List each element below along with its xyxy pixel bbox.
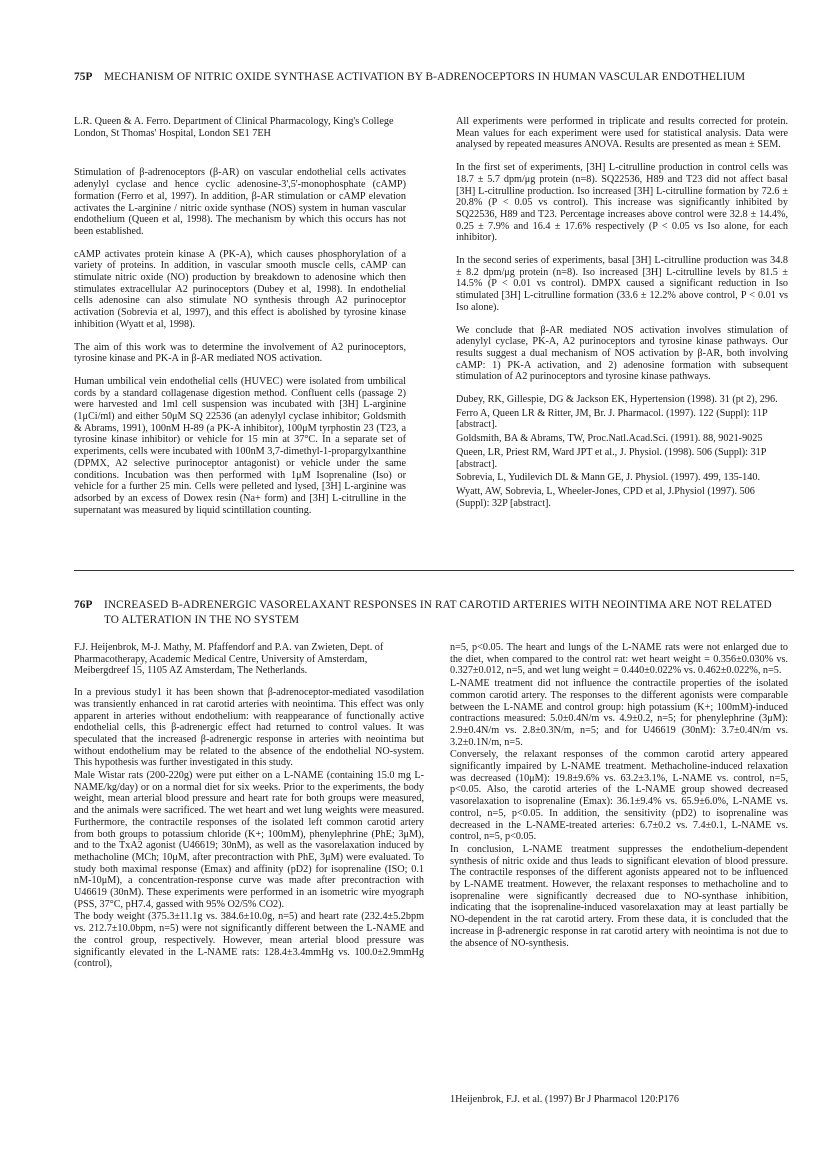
paragraph: In a previous study1 it has been shown that β-adrenoceptor-mediated vasodilation was transiently enhanced in rat carotid arteries with neointima. This effect was only apparent in arteries without endothelium: with reappearance of functionally active endothelial cells, this β-adrenergic effect had returned to control values. It was speculated that the increased β-adrenergic response in arteries with neointima but without endothelium may be related to the absence of the endothelial NO-system. This hypothesis was further investigated in this study. — [74, 687, 424, 769]
reference: Dubey, RK, Gillespie, DG & Jackson EK, Hypertension (1998). 31 (pt 2), 296. — [456, 394, 778, 406]
authors: F.J. Heijenbrok, M-J. Mathy, M. Pfaffendorf and P.A. van Zwieten, Dept. of Pharmacotherapy, Academic Medical Centre, University of Amsterdam, Meibergdreef 15, 1105 AZ Amsterdam, The Netherlands. — [74, 642, 384, 677]
left-column — [74, 116, 406, 516]
right-column — [456, 116, 788, 511]
paragraph: L-NAME treatment did not influence the contractile properties of the isolated common carotid artery. The responses to the different agonists were comparable between the L-NAME and control group: high potassium (K+; 100mM)-induced contractions measured: 5.0±0.4N/m vs. 4.9±0.2, n=5; for phenylephrine (3μM): 2.9±0.4N/m vs. 2.8±0.3N/m, n=5; and for U46619 (30nM): 3.7±0.4N/m vs. 3.2±0.1N/m, n=5. — [450, 678, 788, 748]
section-divider — [74, 570, 794, 571]
left-column — [74, 642, 424, 970]
paragraph: The aim of this work was to determine the involvement of A2 purinoceptors, tyrosine kinase and PK-A in β-AR mediated NOS activation. — [74, 341, 406, 365]
reference: Goldsmith, BA & Abrams, TW, Proc.Natl.Acad.Sci. (1991). 88, 9021-9025 — [456, 433, 763, 445]
paragraph: In the second series of experiments, basal [3H] L-citrulline production was 34.8 ± 8.2 dpm/μg protein (n=8). Iso increased [3H] L-citrulline levels by 81.5 ± 14.5% (P < 0.01 vs control). DMPX caused a significant reduction in Iso stimulated [3H] L-citrulline formation (33.6 ± 12.2% above control, P < 0.01 vs Iso alone). — [456, 255, 788, 313]
abstract-title: MECHANISM OF NITRIC OXIDE SYNTHASE ACTIVATION BY Β-ADRENOCEPTORS IN HUMAN VASCULAR ENDOTHELIUM — [104, 71, 746, 83]
paragraph: n=5, p<0.05. The heart and lungs of the L-NAME rats were not enlarged due to the diet, when compared to the control rat: wet heart weight = 0.356±0.030% vs. 0.327±0.012, n=5, and wet lung weight = 0.440±0.022% vs. 0.462±0.022%, n=5. — [450, 642, 788, 677]
footnote: 1Heijenbrok, F.J. et al. (1997) Br J Pharmacol 120:P176 — [450, 1094, 679, 1105]
paragraph: The body weight (375.3±11.1g vs. 384.6±10.0g, n=5) and heart rate (232.4±5.2bpm vs. 212.7±10.0bpm, n=5) were not significantly different between the L-NAME and the control group, respectively. However, mean arterial blood pressure was significantly elevated in the L-NAME rats: 128.4±3.4mmHg vs. 100.0±2.9mmHg (control), — [74, 911, 424, 970]
reference: Queen, LR, Priest RM, Ward JPT et al., J. Physiol. (1998). 506 (Suppl): 31P [abstract]. — [456, 446, 766, 470]
paragraph: All experiments were performed in triplicate and results corrected for protein. Mean values for each experiment were used for statistical analysis. Data were analysed by repeated measures ANOVA. Results are presented as mean ± SEM. — [456, 116, 788, 151]
abstract-number: 76P — [74, 599, 93, 611]
paragraph: Conversely, the relaxant responses of the common carotid artery appeared significantly impaired by L-NAME treatment. Methacholine-induced relaxation was decreased (10μM): 19.8±9.6% vs. 63.2±3.1%, L-NAME vs. control, n=5, p<0.05. Also, the carotid arteries of the L-NAME group showed decreased vasorelaxation to isoprenaline (Emax): 36.1±9.4% vs. 65.9±6.0%, L-NAME vs. control, n=5, p<0.05. In addition, the sensitivity (pD2) to isoprenaline was decreased in the L-NAME-treated arteries: 6.7±0.2 vs. 7.4±0.1, L-NAME vs. control, n=5, p<0.05. — [450, 749, 788, 843]
reference: Ferro A, Queen LR & Ritter, JM, Br. J. Pharmacol. (1997). 122 (Suppl): 11P [abstract]. — [456, 407, 768, 431]
paragraph: cAMP activates protein kinase A (PK-A), which causes phosphorylation of a variety of proteins. In addition, in vascular smooth muscle cells, cAMP can stimulate nitric oxide (NO) production by breakdown to adenosine which then stimulates extracellular A2 purinoceptors (Dubey et al, 1998). In endothelial cells adenosine can also stimulate NO synthesis through A2 purinoceptor activation (Sobrevia et al, 1997), and this effect is abolished by tyrosine kinase inhibition (Wyatt et al, 1998). — [74, 248, 406, 330]
paragraph: Stimulation of β-adrenoceptors (β-AR) on vascular endothelial cells activates adenylyl cyclase and hence cyclic adenosine-3',5'-monophosphate (cAMP) formation (Ferro et al, 1997). In addition, β-AR stimulation or cAMP elevation activates the L-arginine / nitric oxide synthase (NOS) system in human vascular endothelium (Queen et al, 1998). The mechanism by which this occurs has not been established. — [74, 167, 406, 237]
paragraph: We conclude that β-AR mediated NOS activation involves stimulation of adenylyl cyclase, PK-A, A2 purinoceptors and tyrosine kinase pathways. Our results suggest a dual mechanism of NOS activation by β-AR, both involving cAMP: 1) PK-A activation, and 2) adenosine formation with subsequent stimulation of A2 purinoceptors and tyrosine kinase pathways. — [456, 324, 788, 383]
paragraph: In the first set of experiments, [3H] L-citrulline production in control cells was 18.7 ± 5.7 dpm/μg protein (n=8). SQ22536, H89 and T23 did not affect basal [3H] L-citrulline production. Iso increased [3H] L-citrulline formation by 72.6 ± 20.8% (P < 0.05 vs control). This increase was significantly inhibited by SQ22536, H89 and T23. Percentage increases above control were 32.8 ± 14.4%, 0.25 ± 7.9% and 16.4 ± 17.6% respectively (P < 0.05 vs Iso alone, for each inhibitor). — [456, 162, 788, 244]
paragraph: Human umbilical vein endothelial cells (HUVEC) were isolated from umbilical cords by a standard collagenase digestion method. Confluent cells (passage 2) were harvested and 1ml cell suspension was incubated with [3H] L-arginine (1μCi/ml) and either 50μM SQ 22536 (an adenylyl cyclase inhibitor; Goldsmith & Abrams, 1991), 100nM H-89 (a PK-A inhibitor), 100μM tyrphostin 23 (T23, a tyrosine kinase inhibitor) or vehicle for 15 min at 37°C. In a separate set of experiments, cells were incubated with 100nM 3,7-dimethyl-1-propargylxanthine (DPMX, A2 selective purinoceptor antagonist) or vehicle under the same conditions. Incubation was then performed with 1μM Isoprenaline (Iso) or vehicle for a further 25 min. Cells were pelleted and lysed, [3H] L-arginine was adsorbed by an excess of Dowex resin (Na+ form) and [3H] L-citrulline in the supernatant was measured by liquid scintillation counting. — [74, 375, 406, 516]
paragraph: In conclusion, L-NAME treatment suppresses the endothelium-dependent synthesis of nitric oxide and thus leads to significant elevation of blood pressure. The contractile responses of the different agonists appeared not to be influenced by L-NAME treatment. However, the relaxant responses to methacholine and to isoprenaline were significantly decreased due to NO-synthase inhibition, indicating that the isoprenaline-induced vasorelaxation may at least partially be NO-dependent in the rat carotid artery. From these data, it is concluded that the increase in β-adrenergic response in rat carotid artery with neointima is not due to the absence of NO-synthesis. — [450, 843, 788, 949]
right-column — [450, 642, 788, 949]
reference: Sobrevia, L, Yudilevich DL & Mann GE, J. Physiol. (1997). 499, 135-140. — [456, 472, 760, 484]
abstract-number: 75P — [74, 71, 93, 83]
references — [456, 394, 788, 509]
authors: L.R. Queen & A. Ferro. Department of Clinical Pharmacology, King's College London, St Thomas' Hospital, London SE1 7EH — [74, 116, 394, 139]
abstract-title: INCREASED Β-ADRENERGIC VASORELAXANT RESPONSES IN RAT CAROTID ARTERIES WITH NEOINTIMA ARE NOT RELATED TO ALTERATION IN THE NO SYSTEM — [104, 599, 772, 626]
reference: Wyatt, AW, Sobrevia, L, Wheeler-Jones, CPD et al, J.Physiol (1997). 506 (Suppl): 32P [abstract]. — [456, 485, 755, 509]
paragraph: Male Wistar rats (200-220g) were put either on a L-NAME (containing 15.0 mg L-NAME/kg/day) or on a normal diet for six weeks. Prior to the experiments, the body weight, mean arterial blood pressure and heart rate for both groups were measured, and the animals were sacrificed. The wet heart and wet lung weights were measured. Furthermore, the contractile responses of the isolated left common carotid artery from both groups to potassium chloride (K+; 100mM), phenylephrine (PhE; 3μM), and to the TxA2 agonist (U46619; 30nM), as well as the vasorelaxation induced by methacholine (MCh; 10μM, after precontraction with PhE, 3μM) were evaluated. To study both maximal response (Emax) and affinity (pD2) for isoprenaline (ISO; 0.1 nM-10μM), a concentration-response curve was made after precontraction with U46619 (30nM). These experiments were performed in an isometric wire myograph (PSS, 37°C, pH7.4, gassed with 95% O2/5% CO2). — [74, 770, 424, 910]
